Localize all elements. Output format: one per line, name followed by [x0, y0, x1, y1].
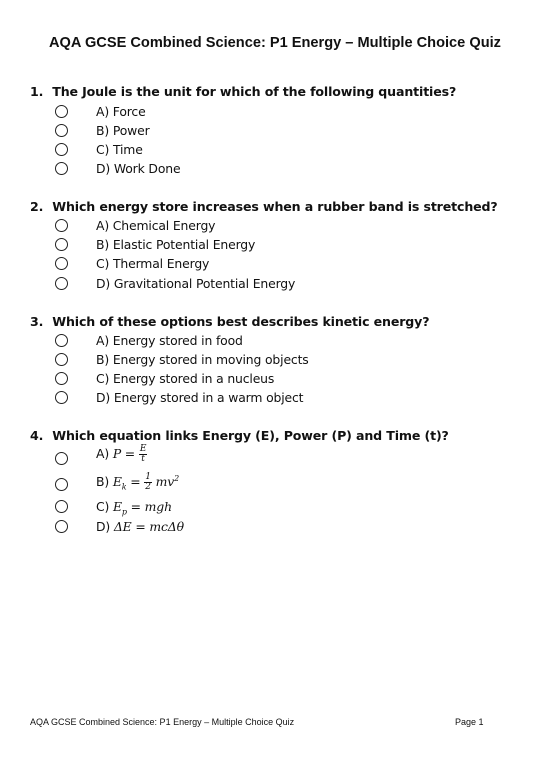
- subscript: k: [121, 482, 127, 492]
- radio-button[interactable]: [55, 372, 68, 385]
- option-letter: C): [96, 499, 110, 514]
- radio-button[interactable]: [55, 478, 68, 491]
- option-label: [96, 519, 184, 534]
- option-label: B) Elastic Potential Energy: [96, 237, 256, 252]
- option-label: [96, 499, 172, 516]
- symbol: mv: [155, 474, 175, 489]
- radio-button[interactable]: [55, 500, 68, 513]
- radio-button[interactable]: [55, 334, 68, 347]
- fraction-numerator: 1: [145, 472, 151, 482]
- equation-lhs: P =: [112, 446, 139, 461]
- subscript: p: [121, 507, 127, 517]
- question-text: Which energy store increases when a rubber band is stretched?: [52, 199, 498, 214]
- equation-rhs: [156, 474, 179, 489]
- question-text: The Joule is the unit for which of the following quantities?: [52, 84, 457, 99]
- fraction: [144, 473, 152, 492]
- radio-button[interactable]: [55, 391, 68, 404]
- option-label: A) Chemical Energy: [96, 218, 216, 233]
- quiz-title: AQA GCSE Combined Science: P1 Energy – Multiple Choice Quiz: [49, 35, 501, 51]
- equation: ΔE = mcΔθ: [113, 519, 184, 534]
- radio-button[interactable]: [55, 162, 68, 175]
- radio-button[interactable]: [55, 277, 68, 290]
- radio-button[interactable]: [55, 238, 68, 251]
- equation: [112, 499, 172, 517]
- option-label: [96, 473, 179, 492]
- question-number: 1.: [30, 84, 44, 99]
- radio-button[interactable]: [55, 257, 68, 270]
- option-letter: D): [96, 519, 111, 534]
- footer-title: AQA GCSE Combined Science: P1 Energy – Multiple Choice Quiz: [30, 717, 295, 727]
- page-number: Page 1: [455, 717, 484, 727]
- option-label: B) Power: [96, 123, 150, 138]
- question-4-heading: [30, 428, 449, 443]
- option-label: C) Energy stored in a nucleus: [96, 371, 275, 386]
- radio-button[interactable]: [55, 105, 68, 118]
- radio-button[interactable]: [55, 452, 68, 465]
- radio-button[interactable]: [55, 520, 68, 533]
- fraction-denominator: t: [141, 454, 145, 464]
- question-2-heading: [30, 199, 498, 214]
- option-letter: B): [96, 474, 110, 489]
- superscript: 2: [174, 473, 180, 483]
- fraction: [139, 445, 147, 464]
- option-label: A) Energy stored in food: [96, 333, 243, 348]
- radio-button[interactable]: [55, 353, 68, 366]
- symbol: E: [112, 499, 122, 514]
- question-text: Which of these options best describes kinetic energy?: [52, 314, 430, 329]
- equation: [112, 474, 145, 492]
- option-label: D) Gravitational Potential Energy: [96, 276, 296, 291]
- option-label: B) Energy stored in moving objects: [96, 352, 309, 367]
- option-label: D) Energy stored in a warm object: [96, 390, 304, 405]
- equation-rhs: = mgh: [126, 499, 172, 514]
- question-number: 3.: [30, 314, 44, 329]
- option-label: C) Thermal Energy: [96, 256, 210, 271]
- option-label: A) Force: [96, 104, 146, 119]
- fraction-denominator: 2: [145, 482, 151, 492]
- symbol: E: [112, 474, 122, 489]
- radio-button[interactable]: [55, 124, 68, 137]
- radio-button[interactable]: [55, 219, 68, 232]
- equals: =: [126, 474, 145, 489]
- option-label: [96, 445, 147, 464]
- radio-button[interactable]: [55, 143, 68, 156]
- question-number: 2.: [30, 199, 44, 214]
- option-letter: A): [96, 446, 110, 461]
- option-label: C) Time: [96, 142, 143, 157]
- question-text: Which equation links Energy (E), Power (P) and Time (t)?: [52, 428, 449, 443]
- question-3-heading: [30, 314, 429, 329]
- fraction-numerator: E: [139, 444, 147, 454]
- question-1-heading: [30, 84, 456, 99]
- option-label: D) Work Done: [96, 161, 181, 176]
- question-number: 4.: [30, 428, 44, 443]
